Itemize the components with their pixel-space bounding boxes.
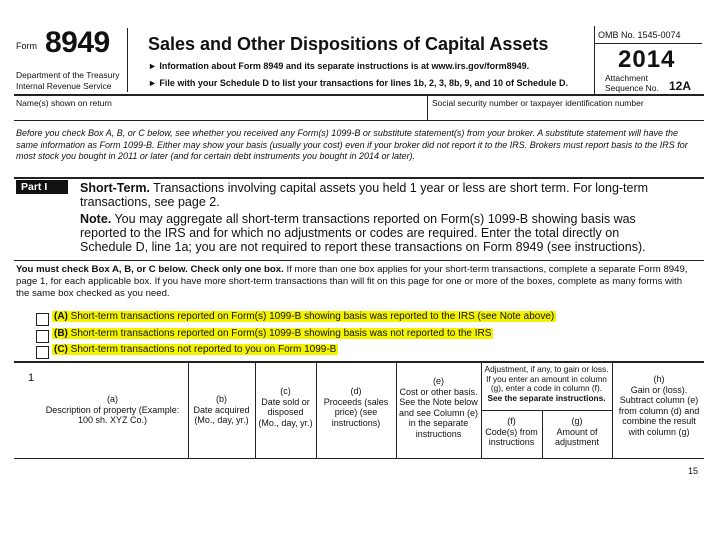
box-c-checkbox[interactable] bbox=[36, 346, 49, 359]
part-note-text: You may aggregate all short-term transactions reported on Form(s) 1099-B showing basis was reported to the IRS and for which no adjustments or codes are required. Enter the total directly on Schedule D, line 1a; you are not required to report these transactions on Form 8949 (see instructions). bbox=[80, 212, 646, 254]
box-a-option bbox=[52, 311, 556, 322]
page-number: 15 bbox=[688, 466, 699, 476]
intro-text: Before you check Box A, B, or C below, see whether you received any Form(s) 1099-B or substitute statement(s) from your broker. A substitute statement will have the same information as Form 1099-B. Either may show your basis (usually your cost) even if your broker did not report it to the IRS. Brokers must report basis to the IRS for most stock you bought in 2011 or later (and for certain debt instruments you bought in 2014 or later). bbox=[16, 128, 688, 161]
part-heading-text: Transactions involving capital assets you held 1 year or less are short term. For long-term transactions, see page 2. bbox=[80, 181, 649, 209]
form-number: 8949 bbox=[45, 26, 110, 59]
col-f-label: Code(s) from instructions bbox=[485, 426, 538, 447]
check-box-text: If more than one box applies for your short-term transactions, complete a separate Form 8949, page 1, for each applicable box. If you have more short-term transactions than will fit on this page for one or more of the boxes, complete as many forms with the same box checked as you need. bbox=[16, 264, 688, 299]
col-e-header bbox=[398, 376, 479, 439]
form-prefix: Form bbox=[16, 41, 37, 51]
box-c-label: Short-term transactions not reported to you on Form 1099-B bbox=[70, 344, 337, 355]
irs-line: Internal Revenue Service bbox=[16, 81, 112, 91]
col-a-label: Description of property (Example: 100 sh. XYZ Co.) bbox=[45, 404, 180, 425]
header-divider-left bbox=[127, 28, 128, 92]
tax-year: 2014 bbox=[618, 46, 676, 73]
adjustment-header bbox=[483, 365, 610, 403]
col-b-label: Date acquired (Mo., day, yr.) bbox=[193, 404, 250, 425]
col-divider-b bbox=[255, 362, 256, 458]
sequence-label: Sequence No. bbox=[605, 83, 659, 93]
header-divider-right bbox=[594, 26, 595, 94]
col-b-header bbox=[190, 394, 253, 426]
sequence-number: 12A bbox=[669, 79, 692, 93]
part-top-rule bbox=[14, 177, 704, 179]
col-c-header bbox=[257, 386, 314, 428]
col-g-letter: (g) bbox=[571, 416, 583, 426]
box-b-label: Short-term transactions reported on Form(s) 1099-B showing basis was not reported to the IRS bbox=[70, 328, 492, 339]
box-a-checkbox[interactable] bbox=[36, 313, 49, 326]
box-b-letter: (B) bbox=[54, 328, 68, 339]
col-a-header bbox=[40, 394, 185, 426]
ssn-input[interactable] bbox=[432, 108, 702, 119]
omb-number: OMB No. 1545-0074 bbox=[598, 30, 681, 40]
table-top-rule bbox=[14, 361, 704, 363]
box-b-checkbox[interactable] bbox=[36, 330, 49, 343]
box-a-label: Short-term transactions reported on Form(s) 1099-B showing basis was reported to the IRS (see Note above) bbox=[70, 311, 555, 322]
file-line: ► File with your Schedule D to list your transactions for lines 1b, 2, 3, 8b, 9, and 10 of Schedule D. bbox=[148, 78, 568, 88]
col-divider-a bbox=[188, 362, 189, 458]
box-b-option bbox=[52, 328, 493, 339]
col-g-header bbox=[544, 416, 610, 448]
info-line: ► Information about Form 8949 and its separate instructions is at www.irs.gov/form8949. bbox=[148, 61, 530, 71]
attachment-label: Attachment bbox=[605, 73, 648, 83]
name-input[interactable] bbox=[16, 108, 421, 119]
part-note-label: Note. bbox=[80, 212, 112, 226]
part-bottom-rule bbox=[14, 260, 704, 261]
check-box-instructions bbox=[16, 264, 698, 300]
col-b-letter: (b) bbox=[216, 394, 227, 404]
box-a-letter: (A) bbox=[54, 311, 68, 322]
names-divider bbox=[427, 95, 428, 120]
name-label: Name(s) shown on return bbox=[16, 98, 112, 108]
col-c-letter: (c) bbox=[280, 386, 291, 396]
col-h-label: Gain or (loss). Subtract column (e) from column (d) and combine the result with column (g) bbox=[618, 384, 700, 437]
col-divider-g bbox=[612, 362, 613, 458]
col-h-header bbox=[614, 374, 704, 437]
ssn-label: Social security number or taxpayer identification number bbox=[432, 98, 644, 108]
col-d-header bbox=[318, 386, 394, 428]
col-c-label: Date sold or disposed (Mo., day, yr.) bbox=[258, 396, 313, 428]
col-e-label: Cost or other basis. See the Note below and see Column (e) in the separate instructions bbox=[398, 386, 479, 439]
col-g-label: Amount of adjustment bbox=[554, 426, 600, 447]
part-note bbox=[80, 212, 670, 254]
header-bottom-rule bbox=[14, 94, 704, 96]
table-bottom-rule bbox=[14, 458, 704, 459]
col-divider-d bbox=[396, 362, 397, 458]
page-title: Sales and Other Dispositions of Capital Assets bbox=[148, 34, 549, 54]
col-d-label: Proceeds (sales price) (see instructions) bbox=[323, 396, 389, 428]
col-h-letter: (h) bbox=[653, 374, 665, 384]
col-a-letter: (a) bbox=[107, 394, 118, 404]
col-f-header bbox=[483, 416, 540, 448]
col-e-letter: (e) bbox=[433, 376, 444, 386]
part-heading-bold: Short-Term. bbox=[80, 181, 150, 195]
box-c-option bbox=[52, 344, 338, 355]
names-bottom-rule bbox=[14, 120, 704, 121]
adjustment-rule bbox=[481, 410, 612, 411]
part-label: Part I bbox=[16, 180, 68, 194]
line-number: 1 bbox=[28, 372, 35, 384]
part-heading bbox=[80, 181, 670, 209]
col-d-letter: (d) bbox=[350, 386, 362, 396]
check-box-lead: You must check Box A, B, or C below. Check only one box. bbox=[16, 264, 284, 275]
omb-underline bbox=[594, 43, 702, 44]
adjustment-label: Adjustment, if any, to gain or loss. If you enter an amount in column (g), enter a code in column (f). bbox=[484, 364, 609, 393]
department-line: Department of the Treasury bbox=[16, 70, 120, 80]
col-f-letter: (f) bbox=[507, 416, 516, 426]
box-c-letter: (C) bbox=[54, 344, 68, 355]
col-divider-c bbox=[316, 362, 317, 458]
adjustment-sub: See the separate instructions. bbox=[487, 392, 606, 403]
col-divider-f bbox=[542, 410, 543, 458]
